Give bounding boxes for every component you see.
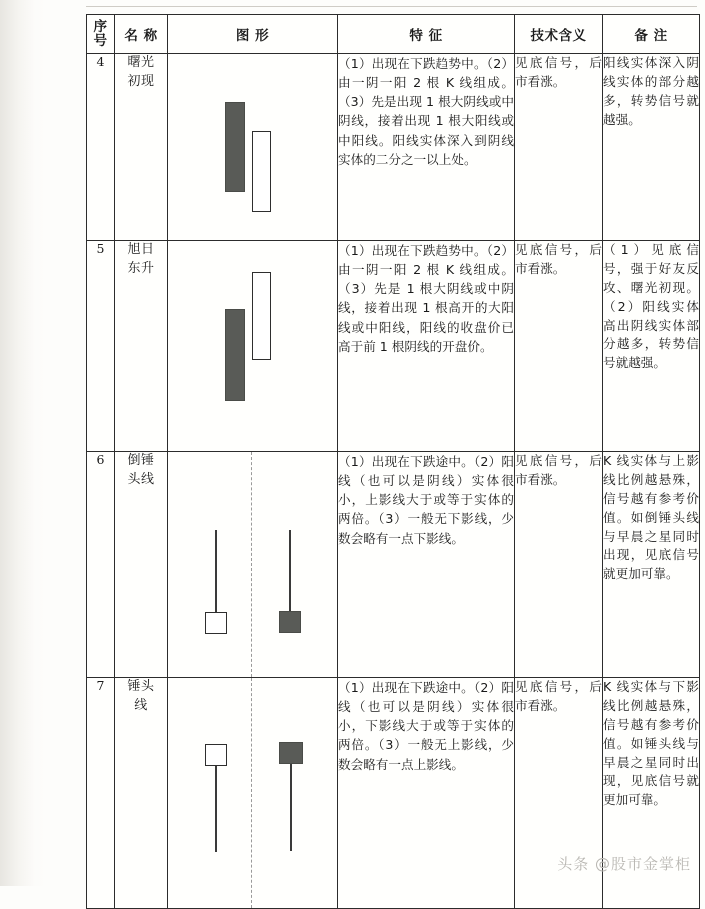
row-remark: K 线实体与下影线比例越悬殊，信号越有参考价值。如锤头线与早晨之星同时出现，见底信号就更加可靠。	[603, 678, 700, 909]
row-feature-text: （1）出现在下跌趋势中。（2）由一阴一阳 2 根 K 线组成。（3）先是 1 根大阴线或中阴线，接着出现 1 根高开的大阳线或中阳线，阳线的收盘价已高于前 1 根阴线的开盘价。	[338, 241, 515, 452]
candlestick-pattern-table	[86, 14, 700, 909]
row-figure-cell	[168, 452, 338, 678]
lower-shadow-bearish	[290, 764, 292, 851]
row-remark: （1）见底信号，强于好友反攻、曙光初现。（2）阳线实体高出阴线实体部分越多，转势信号就越强。	[603, 241, 700, 452]
header-name: 名 称	[115, 15, 168, 54]
candle-body-bearish	[225, 309, 245, 401]
upper-shadow-bearish	[289, 530, 291, 613]
row-pattern-name: 旭日 东升	[115, 241, 168, 452]
header-feature: 特 征	[338, 15, 515, 54]
row-serial-number: 6	[87, 452, 115, 678]
candlestick-figure-inverted-hammer	[168, 452, 337, 677]
row-technical-meaning: 见底信号，后市看涨。	[515, 452, 603, 678]
row-technical-meaning: 见底信号，后市看涨。	[515, 678, 603, 909]
candlestick-figure-rising-sun	[168, 241, 337, 451]
table-row	[87, 452, 700, 678]
row-serial-number: 5	[87, 241, 115, 452]
row-feature-text: （1）出现在下跌途中。（2）阳线（也可以是阴线）实体很小，下影线大于或等于实体的两倍。（3）一般无上影线，少数会略有一点上影线。	[338, 678, 515, 909]
row-figure-cell	[168, 678, 338, 909]
upper-shadow-bullish	[215, 530, 217, 615]
row-figure-cell	[168, 54, 338, 241]
row-technical-meaning: 见底信号，后市看涨。	[515, 241, 603, 452]
row-remark: K 线实体与上影线比例越悬殊，信号越有参考价值。如倒锤头线与早晨之星同时出现，见底信号就更加可靠。	[603, 452, 700, 678]
header-figure: 图 形	[168, 15, 338, 54]
row-technical-meaning: 见底信号，后市看涨。	[515, 54, 603, 241]
figure-divider	[251, 452, 252, 677]
table-row	[87, 54, 700, 241]
candle-body-bullish	[205, 612, 227, 634]
row-remark: 阳线实体深入阴线实体的部分越多，转势信号就越强。	[603, 54, 700, 241]
header-remark: 备 注	[603, 15, 700, 54]
row-serial-number: 7	[87, 678, 115, 909]
candle-body-bearish	[279, 742, 303, 764]
table-row	[87, 241, 700, 452]
candle-body-bullish	[205, 744, 227, 766]
candle-body-bullish	[252, 272, 271, 360]
scan-top-rule	[86, 6, 697, 7]
scan-left-edge	[0, 0, 34, 886]
candlestick-figure-hammer	[168, 678, 337, 908]
header-technical-meaning: 技术含义	[515, 15, 603, 54]
row-feature-text: （1）出现在下跌趋势中。（2）由一阴一阳 2 根 K 线组成。（3）先是出现 1 根大阴线或中阴线，接着出现 1 根大阳线或中阳线。阳线实体深入到阴线实体的二分之一以上处。	[338, 54, 515, 241]
watermark: 头条 @股市金掌柜	[557, 855, 691, 873]
figure-divider	[251, 678, 252, 908]
row-serial-number: 4	[87, 54, 115, 241]
candle-body-bearish	[225, 102, 245, 192]
row-pattern-name: 倒锤 头线	[115, 452, 168, 678]
candle-body-bearish	[279, 611, 301, 633]
row-pattern-name: 曙光 初现	[115, 54, 168, 241]
row-feature-text: （1）出现在下跌途中。（2）阳线（也可以是阴线）实体很小，上影线大于或等于实体的两倍。（3）一般无下影线，少数会略有一点下影线。	[338, 452, 515, 678]
header-serial-number: 序 号	[87, 15, 115, 54]
lower-shadow-bullish	[215, 766, 217, 852]
candle-body-bullish	[252, 131, 271, 212]
row-figure-cell	[168, 241, 338, 452]
table-header-row	[87, 15, 700, 54]
row-pattern-name: 锤头 线	[115, 678, 168, 909]
candlestick-figure-piercing-line	[168, 54, 337, 240]
